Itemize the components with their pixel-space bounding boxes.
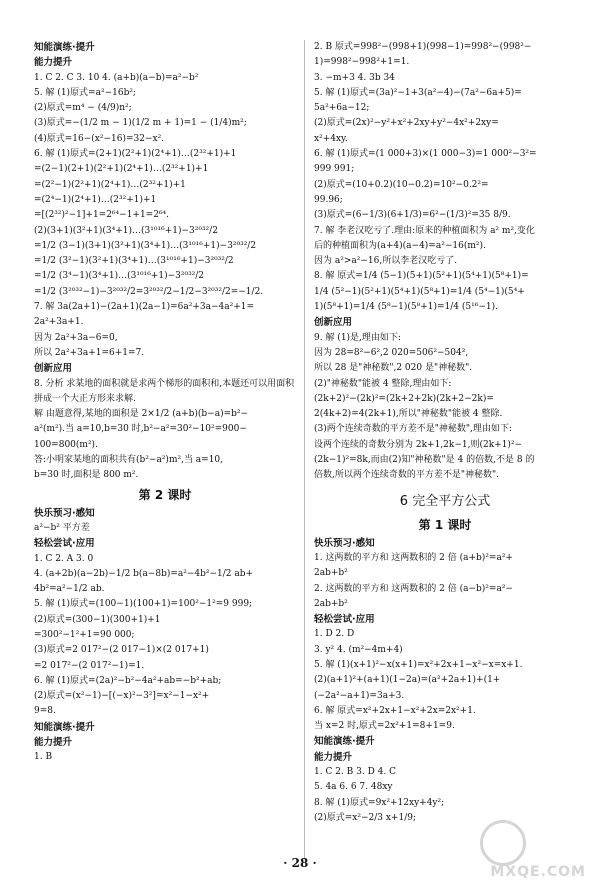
answer-line: 所以 28 是"神秘数",2 020 是"神秘数". <box>314 363 473 374</box>
answer-line: 5. 4a 6. 6 7. 48xy <box>314 782 393 793</box>
right-column <box>314 40 576 826</box>
section-heading: 知能演练·提升 <box>34 42 95 53</box>
answer-line: 99.96; <box>314 194 343 205</box>
answer-line: 当 x=2 时,原式=2x²+1=8+1=9. <box>314 721 455 732</box>
answer-line: 1. C 2. B 3. D 4. C <box>314 767 396 778</box>
answer-line: x²+4xy. <box>314 133 348 144</box>
answer-line: 9=8. <box>34 706 56 717</box>
answer-line: 7. 解 李老汉吃亏了.理由:原来的种植面积为 a² m²,变化 <box>314 225 535 236</box>
answer-line: 因为 a²>a²−16,所以李老汉吃亏了. <box>314 256 458 267</box>
answer-line: (3)两个连续奇数的平方差不是"神秘数",理由如下: <box>314 424 512 435</box>
answer-line: =1/2 (3²−1)(3²+1)(3⁴+1)…(3¹⁰¹⁶+1)−3²⁰³²/2 <box>34 256 234 267</box>
section-heading: 快乐预习·感知 <box>314 537 375 549</box>
answer-line: =(2²−1)(2²+1)(2⁴+1)…(2³²+1)+1 <box>34 179 186 190</box>
answer-line: 5. 解 (1)(x+1)²−x(x+1)=x²+2x+1−x²−x=x+1. <box>314 659 523 670</box>
answer-line: (2)(3+1)(3²+1)(3⁴+1)…(3¹⁰¹⁶+1)−3²⁰³²/2 <box>34 225 218 236</box>
answer-line: (2)原式=(10+0.2)(10−0.2)=10²−0.2²= <box>314 179 489 190</box>
answer-line: 答:小明家某地的面积共有(b²−a²)m²,当 a=10, <box>34 455 224 466</box>
section-heading: 能力提升 <box>314 751 353 763</box>
answer-line: 1. D 2. D <box>314 629 355 640</box>
answer-line: b=30 时,面积是 800 m². <box>34 470 139 481</box>
answer-line: 因为 28=8²−6²,2 020=506²−504², <box>314 347 469 358</box>
answer-line: 1. 这两数的平方和 这两数积的 2 倍 (a+b)²=a²+ <box>314 552 513 563</box>
answer-line: 因为 2a²+3a−6=0, <box>34 332 118 343</box>
lesson-title: 第 1 课时 <box>418 517 472 532</box>
answer-line: 1. B <box>34 752 53 763</box>
answer-line: 1)=998²−998²+1=1. <box>314 57 410 68</box>
answer-line: 3. y² 4. (m²−4m+4) <box>314 644 403 655</box>
answer-line: 6. 解 原式=x²+2x+1−x²+2x=2x²+1. <box>314 705 476 716</box>
left-column <box>34 40 296 766</box>
answer-line: (2)原式=(300−1)(300+1)+1 <box>34 614 161 625</box>
answer-line: (2)"神秘数"能被 4 整除,理由如下: <box>314 378 452 389</box>
watermark-circle-icon <box>480 820 526 866</box>
answer-line: 所以 2a²+3a+1=6+1=7. <box>34 347 145 358</box>
answer-line: 999 991; <box>314 164 355 175</box>
section-heading: 能力提升 <box>34 737 73 749</box>
answer-line: =1/2 (3⁴−1)(3⁴+1)…(3¹⁰¹⁶+1)−3²⁰³²/2 <box>34 271 205 282</box>
answer-line: =2 017²−(2 017²−1)=1. <box>34 660 145 671</box>
answer-line: (4)原式=16−(x²−16)=32−x². <box>34 133 165 144</box>
answer-line: 9. 解 (1)是,理由如下: <box>314 332 401 343</box>
section-heading: 创新应用 <box>34 363 73 375</box>
section-heading: 能力提升 <box>34 57 73 69</box>
section-heading: 快乐预习·感知 <box>34 507 95 519</box>
answer-line: 3. −m+3 4. 3b 34 <box>314 72 395 83</box>
answer-line: 5. 解 (1)原式=a²−16b²; <box>34 87 136 98</box>
answer-line: 后的种植面积为(a+4)(a−4)=a²−16(m²). <box>314 240 486 251</box>
answer-line: 2. B 原式=998²−(998+1)(998−1)=998²−(998²− <box>314 42 532 52</box>
answer-line: 6. 解 (1)原式=(2a)²−b²−4a²+ab=−b²+ab; <box>34 675 222 686</box>
section-heading: 知能演练·提升 <box>34 721 95 733</box>
answer-line: 解 由题意得,某地的面积是 2×1/2 (a+b)(b−a)=b²− <box>34 409 249 420</box>
answer-line: 2a²+3a+1. <box>34 317 84 328</box>
answer-line: a²−b² 平方差 <box>34 522 90 533</box>
answer-line: (2k+2)²−(2k)²=(2k+2+2k)(2k+2−2k)= <box>314 393 494 404</box>
answer-line: =(2−1)(2+1)(2²+1)(2⁴+1)…(2³²+1)+1 <box>34 164 209 175</box>
answer-line: 4. (a+2b)(a−2b)−1/2 b(a−8b)=a²−4b²−1/2 ab+ <box>34 568 254 579</box>
section-heading: 创新应用 <box>314 317 353 329</box>
answer-line: 2ab+b² <box>314 598 348 609</box>
page-number: · 28 · <box>283 856 317 870</box>
answer-line: 5. 解 (1)原式=(3a)²−1+3(a²−4)−(7a²−6a+5)= <box>314 87 522 98</box>
answer-line: (3)原式=2 017²−(2 017−1)×(2 017+1) <box>34 645 209 656</box>
section-heading: 轻松尝试·应用 <box>34 538 95 550</box>
section-heading: 知能演练·提升 <box>314 736 375 748</box>
answer-line: (2)(a+1)²+(a+1)(1−2a)=(a²+2a+1)+(1+ <box>314 675 501 686</box>
answer-line: 2(4k+2)=4(2k+1),所以"神秘数"能被 4 整除. <box>314 409 503 420</box>
answer-line: =1/2 (3²⁰³²−1)−3²⁰³²/2=3²⁰³²/2−1/2−3²⁰³²/2=−1/2. <box>34 286 264 297</box>
answer-line: 8. 解 (1)原式=9x²+12xy+4y²; <box>314 797 445 808</box>
answer-line: =[(2³²)²−1]+1=2⁶⁴−1+1=2⁶⁴. <box>34 210 170 221</box>
answer-line: =(2⁴−1)(2⁴+1)…(2³²+1)+1 <box>34 194 157 205</box>
answer-line: (−2a²−a+1)=3a+3. <box>314 690 405 701</box>
answer-line: =300²−1²+1=90 000; <box>34 629 135 640</box>
answer-line: 4b²=a²−1/2 ab. <box>34 584 105 595</box>
answer-line: (3)原式=−(1/2 m − 1)(1/2 m + 1)=1 − (1/4)m²; <box>34 118 247 129</box>
answer-line: 6. 解 (1)原式=(1 000+3)×(1 000−3)=1 000²−3²= <box>314 149 537 160</box>
answer-line: (2)原式=m⁴ − (4/9)n²; <box>34 103 132 114</box>
answer-line: (2)原式=(x²−1)−[(−x)²−3²]=x²−1−x²+ <box>34 691 210 702</box>
answer-line: 2ab+b² <box>314 568 348 579</box>
answer-line: =1/2 (3−1)(3+1)(3²+1)(3⁴+1)…(3¹⁰¹⁶+1)−3²⁰³²/2 <box>34 240 257 251</box>
watermark-text: MXQE.COM <box>490 864 586 880</box>
lesson-title: 第 2 课时 <box>138 487 192 502</box>
answer-line: 8. 解 原式=1/4 (5−1)(5+1)(5²+1)(5⁴+1)(5⁸+1)= <box>314 271 529 282</box>
answer-line: 5. 解 (1)原式=(100−1)(100+1)=100²−1²=9 999; <box>34 599 253 610</box>
answer-line: 设两个连续的奇数分别为 2k+1,2k−1,则(2k+1)²− <box>314 439 523 450</box>
chapter-title: 6 完全平方公式 <box>399 493 491 509</box>
answer-line: 2. 这两数的平方和 这两数积的 2 倍 (a−b)²=a²− <box>314 583 513 594</box>
answer-line: 7. 解 3a(2a+1)−(2a+1)(2a−1)=6a²+3a−4a²+1= <box>34 302 255 313</box>
section-heading: 轻松尝试·应用 <box>314 614 375 626</box>
answer-line: (2)原式=(2x)²−y²+x²+2xy+y²−4x²+2xy= <box>314 118 499 129</box>
answer-line: 6. 解 (1)原式=(2+1)(2²+1)(2⁴+1)…(2³²+1)+1 <box>34 149 237 160</box>
answer-line: 1/4 (5²−1)(5²+1)(5⁴+1)(5⁸+1)=1/4 (5⁴−1)(5⁴+ <box>314 286 525 297</box>
answer-line: 1)(5⁸+1)=1/4 (5⁸−1)(5⁸+1)=1/4 (5¹⁶−1). <box>314 302 498 313</box>
column-divider <box>304 40 305 860</box>
answer-line: 倍数,所以两个连续奇数的平方差不是"神秘数". <box>314 470 500 481</box>
answer-line: 1. C 2. A 3. 0 <box>34 553 94 564</box>
answer-line: 8. 分析 求某地的面积就是求两个梯形的面积和,本题还可以用面积拼成一个大正方形来求解. <box>34 378 295 404</box>
answer-line: (2k−1)²=8k,而由(2)知"神秘数"是 4 的倍数,不是 8 的 <box>314 455 535 466</box>
answer-line: 1. C 2. C 3. 10 4. (a+b)(a−b)=a²−b² <box>34 72 199 83</box>
watermark-logo <box>468 820 586 880</box>
answer-line: a²(m²).当 a=10,b=30 时,b²−a²=30²−10²=900− <box>34 424 247 435</box>
answer-line: (2)原式=x²−2/3 x+1/9; <box>314 812 416 823</box>
answer-line: 5a²+6a−12; <box>314 103 370 114</box>
answer-line: 100=800(m²). <box>34 439 98 450</box>
answer-line: (3)原式=(6−1/3)(6+1/3)=6²−(1/3)²=35 8/9. <box>314 210 511 221</box>
